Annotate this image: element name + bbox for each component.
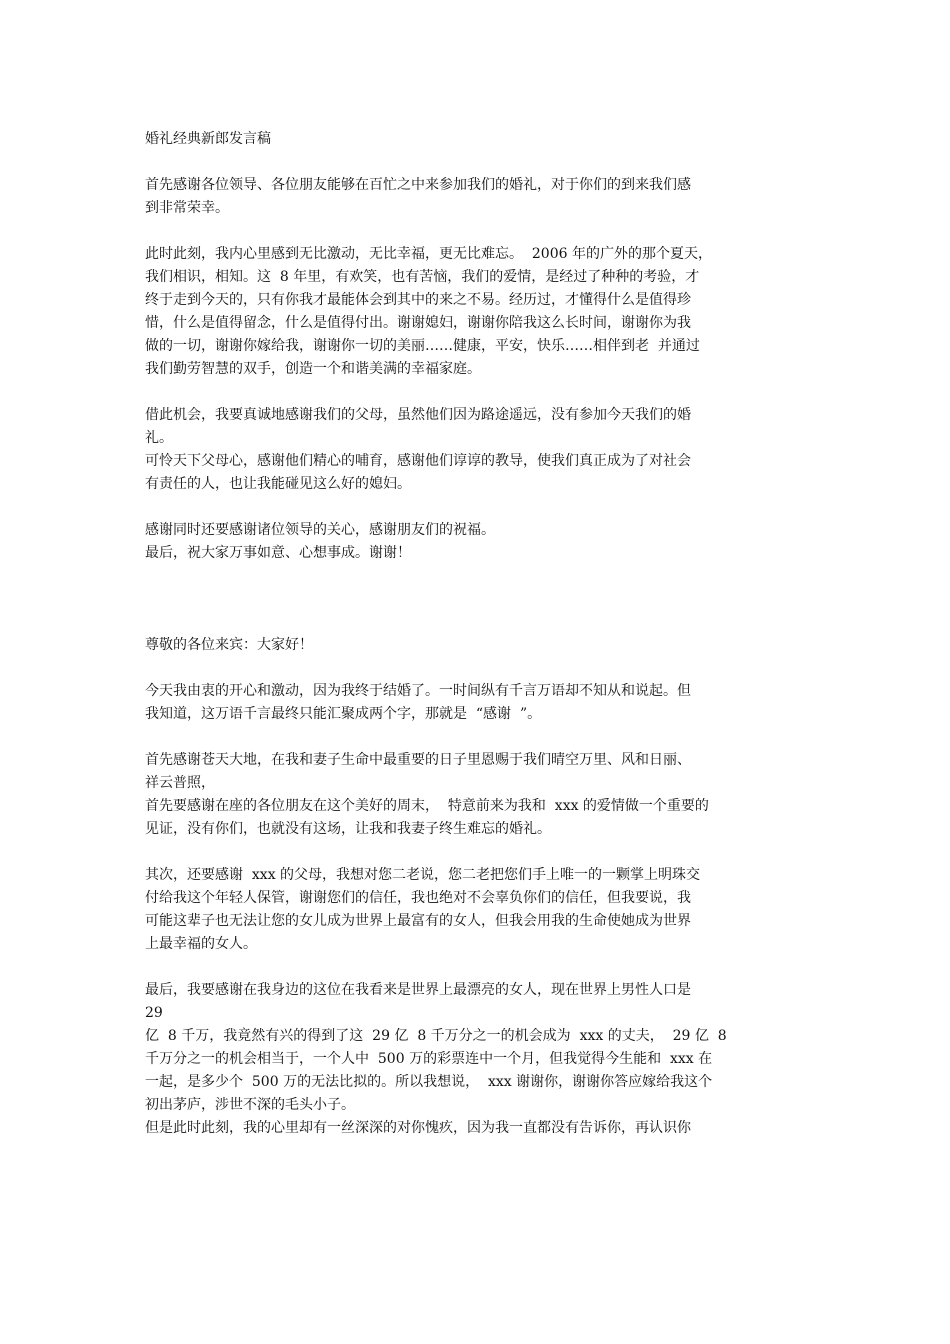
paragraph bbox=[145, 979, 817, 1140]
greeting: 尊敬的各位来宾：大家好！ bbox=[145, 637, 313, 653]
text-line: 千万分之一的机会相当于，一个人中 500 万的彩票连中一个月，但我觉得今生能和 xxx 在 bbox=[145, 1051, 713, 1067]
paragraph bbox=[145, 174, 817, 220]
text-line: 我们相识，相知。这 8 年里，有欢笑，也有苦恼，我们的爱情，是经过了种种的考验，才 bbox=[145, 269, 700, 285]
text-line: 我们勤劳智慧的双手，创造一个和谐美满的幸福家庭。 bbox=[145, 361, 481, 377]
text-line: 见证，没有你们，也就没有这场，让我和我妻子终生难忘的婚礼。 bbox=[145, 821, 551, 837]
text-line: 祥云普照， bbox=[145, 775, 215, 791]
text-line: 可怜天下父母心，感谢他们精心的哺育，感谢他们谆谆的教导，使我们真正成为了对社会 bbox=[145, 453, 691, 469]
text-line: 初出茅庐，涉世不深的毛头小子。 bbox=[145, 1097, 355, 1113]
text-line: 最后，我要感谢在我身边的这位在我看来是世界上最漂亮的女人，现在世界上男性人口是 bbox=[145, 982, 691, 998]
text-line: 我知道，这万语千言最终只能汇聚成两个字，那就是 “感谢 ”。 bbox=[145, 706, 542, 722]
document-title: 婚礼经典新郎发言稿 bbox=[145, 131, 271, 147]
text-line: 亿 8 千万，我竟然有兴的得到了这 29 亿 8 千万分之一的机会成为 xxx 的丈夫， 29 亿 8 bbox=[145, 1028, 727, 1044]
text-line: 有责任的人，也让我能碰见这么好的媳妇。 bbox=[145, 476, 411, 492]
paragraph bbox=[145, 404, 817, 496]
text-line: 付给我这个年轻人保管，谢谢您们的信任，我也绝对不会辜负你们的信任，但我要说，我 bbox=[145, 890, 691, 906]
text-line: 到非常荣幸。 bbox=[145, 200, 229, 216]
document-page bbox=[145, 128, 817, 1140]
text-line: 今天我由衷的开心和激动，因为我终于结婚了。一时间纵有千言万语却不知从和说起。但 bbox=[145, 683, 691, 699]
text-line: 最后，祝大家万事如意、心想事成。谢谢！ bbox=[145, 545, 411, 561]
paragraph bbox=[145, 680, 817, 726]
text-line: 借此机会，我要真诚地感谢我们的父母，虽然他们因为路途遥远，没有参加今天我们的婚 bbox=[145, 407, 691, 423]
paragraph bbox=[145, 749, 817, 841]
text-line: 做的一切，谢谢你嫁给我，谢谢你一切的美丽……健康，平安，快乐……相伴到老 并通过 bbox=[145, 338, 700, 354]
paragraph bbox=[145, 864, 817, 956]
text-line: 首先感谢苍天大地，在我和妻子生命中最重要的日子里恩赐于我们晴空万里、风和日丽、 bbox=[145, 752, 691, 768]
paragraph bbox=[145, 243, 817, 381]
text-line: 29 bbox=[145, 1005, 163, 1021]
text-line: 此时此刻，我内心里感到无比激动，无比幸福，更无比难忘。 2006 年的广外的那个夏天， bbox=[145, 246, 712, 262]
text-line: 礼。 bbox=[145, 430, 173, 446]
text-line: 首先要感谢在座的各位朋友在这个美好的周末， 特意前来为我和 xxx 的爱情做一个重要的 bbox=[145, 798, 709, 814]
text-line: 终于走到今天的，只有你我才最能体会到其中的来之不易。经历过，才懂得什么是值得珍 bbox=[145, 292, 691, 308]
text-line: 一起，是多少个 500 万的无法比拟的。所以我想说， xxx 谢谢你，谢谢你答应嫁给我这个 bbox=[145, 1074, 713, 1090]
text-line: 惜，什么是值得留念，什么是值得付出。谢谢媳妇，谢谢你陪我这么长时间，谢谢你为我 bbox=[145, 315, 691, 331]
text-line: 可能这辈子也无法让您的女儿成为世界上最富有的女人，但我会用我的生命使她成为世界 bbox=[145, 913, 691, 929]
paragraph bbox=[145, 519, 817, 565]
text-line: 但是此时此刻，我的心里却有一丝深深的对你愧疚，因为我一直都没有告诉你，再认识你 bbox=[145, 1120, 691, 1136]
text-line: 其次，还要感谢 xxx 的父母，我想对您二老说，您二老把您们手上唯一的一颗掌上明珠交 bbox=[145, 867, 701, 883]
text-line: 首先感谢各位领导、各位朋友能够在百忙之中来参加我们的婚礼，对于你们的到来我们感 bbox=[145, 177, 691, 193]
text-line: 上最幸福的女人。 bbox=[145, 936, 257, 952]
text-line: 感谢同时还要感谢诸位领导的关心，感谢朋友们的祝福。 bbox=[145, 522, 495, 538]
